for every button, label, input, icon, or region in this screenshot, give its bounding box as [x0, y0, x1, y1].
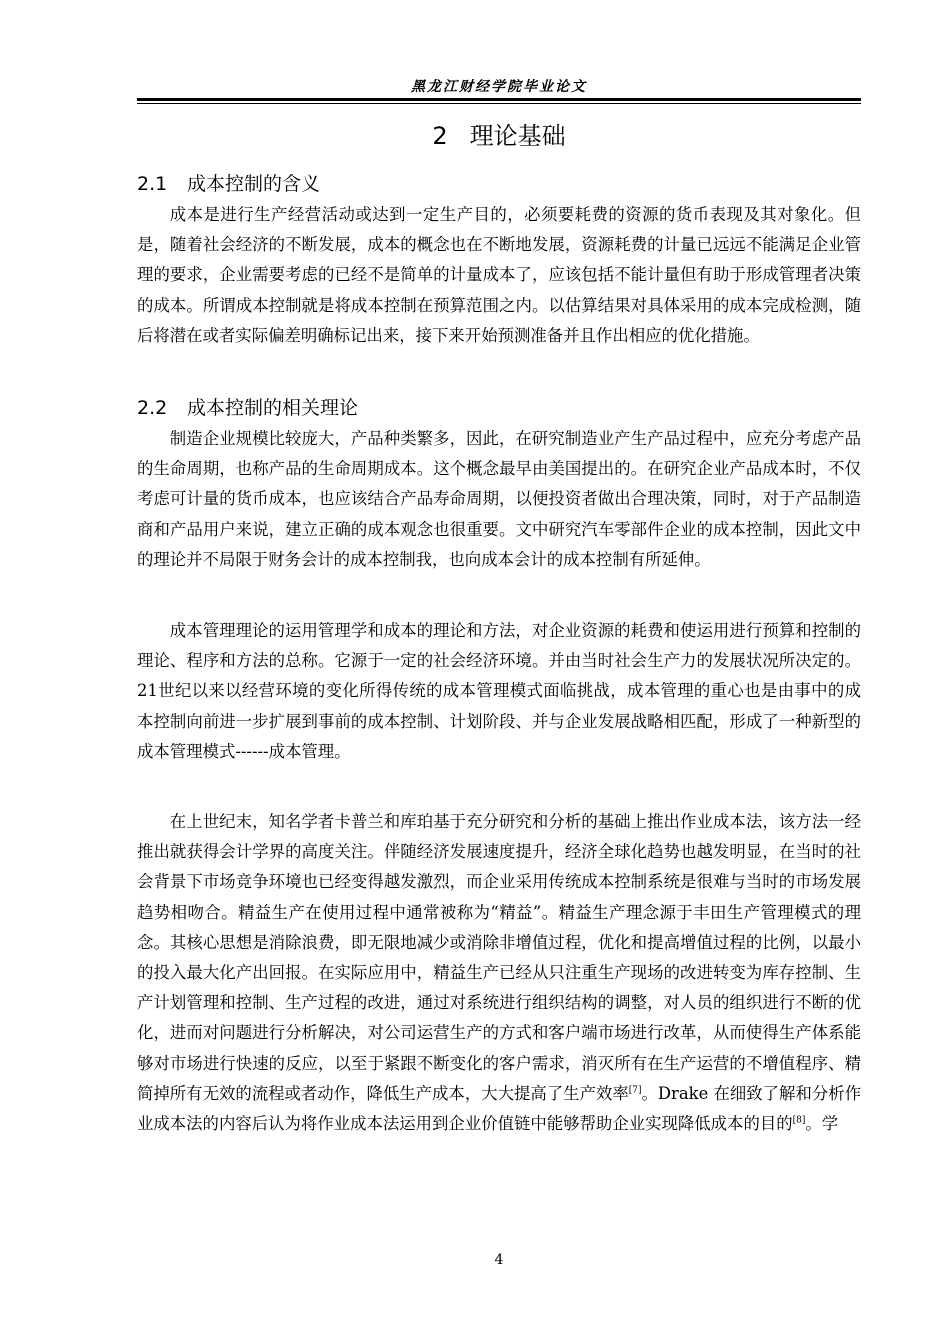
section-title: 成本控制的含义 [187, 173, 321, 195]
running-header: 黑龙江财经学院毕业论文 [411, 79, 587, 95]
page-number: 4 [494, 1252, 504, 1268]
header-rule-thick [137, 98, 861, 101]
section-heading-2-1 [137, 169, 320, 196]
citation-8[interactable]: [8] [792, 1115, 806, 1126]
paragraph-cost-management-theory: 成本管理理论的运用管理学和成本的理论和方法，对企业资源的耗费和使运用进行预算和控制的理论、程序和方法的总称。它源于一定的社会经济环境。并由当时社会生产力的发展状况所决定的。21世纪以来以经营环境的变化所得传统的成本管理模式面临挑战，成本管理的重心也是由事中的成本控制向前进一步扩展到事前的成本控制、计划阶段、并与企业发展战略相匹配，形成了一种新型的成本管理模式------成本管理。 [137, 621, 861, 761]
paragraph-cost-definition: 成本是进行生产经营活动或达到一定生产目的，必须要耗费的资源的货币表现及其对象化。但是，随着社会经济的不断发展，成本的概念也在不断地发展，资源耗费的计量已远远不能满足企业管理的要求，企业需要考虑的已经不是简单的计量成本了，应该包括不能计量但有助于形成管理者决策的成本。所谓成本控制就是将成本控制在预算范围之内。以估算结果对具体采用的成本完成检测，随后将潜在或者实际偏差明确标记出来，接下来开始预测准备并且作出相应的优化措施。 [137, 205, 861, 345]
chapter-heading [137, 116, 861, 151]
section-number: 2.2 [137, 397, 168, 419]
paragraph-text: 在上世纪末，知名学者卡普兰和库珀基于充分研究和分析的基础上推出作业成本法，该方法一经推出就获得会计学界的高度关注。伴随经济发展速度提升，经济全球化趋势也越发明显，在当时的社会背景下市场竞争环境也已经变得越发激烈，而企业采用传统成本控制系统是很难与当时的市场发展趋势相吻合。精益生产在使用过程中通常被称为“精益”。精益生产理念源于丰田生产管理模式的理念。其核心思想是消除浪费，即无限地减少或消除非增值过程，优化和提高增值过程的比例，以最小的投入最大化产出回报。在实际应用中，精益生产已经从只注重生产现场的改进转变为库存控制、生产计划管理和控制、生产过程的改进，通过对系统进行组织结构的调整，对人员的组织进行不断的优化，进而对问题进行分析解决，对公司运营生产的方式和客户端市场进行改革，从而使得生产体系能够对市场进行快速的反应，以至于紧跟不断变化的客户需求，消灭所有在生产运营的不增值程序、精简掉所有无效的流程或者动作，降低生产成本，大大提高了生产效率 [137, 812, 861, 1103]
header-rule-thin [137, 103, 861, 104]
paragraph-activity-based-costing [137, 807, 861, 1139]
section-title: 成本控制的相关理论 [187, 397, 359, 419]
section-number: 2.1 [137, 173, 168, 195]
paragraph-text: 。学 [805, 1114, 839, 1134]
paragraph-product-lifecycle: 制造企业规模比较庞大，产品种类繁多，因此，在研究制造业产生产品过程中，应充分考虑产品的生命周期，也称产品的生命周期成本。这个概念最早由美国提出的。在研究企业产品成本时，不仅考虑可计量的货币成本，也应该结合产品寿命周期，以便投资者做出合理决策，同时，对于产品制造商和产品用户来说，建立正确的成本观念也很重要。文中研究汽车零部件企业的成本控制，因此文中的理论并不局限于财务会计的成本控制我，也向成本会计的成本控制有所延伸。 [137, 429, 861, 569]
chapter-title: 理论基础 [469, 122, 566, 150]
section-heading-2-2 [137, 393, 358, 420]
chapter-number: 2 [432, 122, 448, 150]
paragraph-text: 。Drake 在细致了解和分析作业成本法的内容后认为将作业成本法运用到企业价值链中能够帮助企业实现降低成本的目的 [137, 1083, 862, 1134]
citation-7[interactable]: [7] [628, 1085, 642, 1096]
